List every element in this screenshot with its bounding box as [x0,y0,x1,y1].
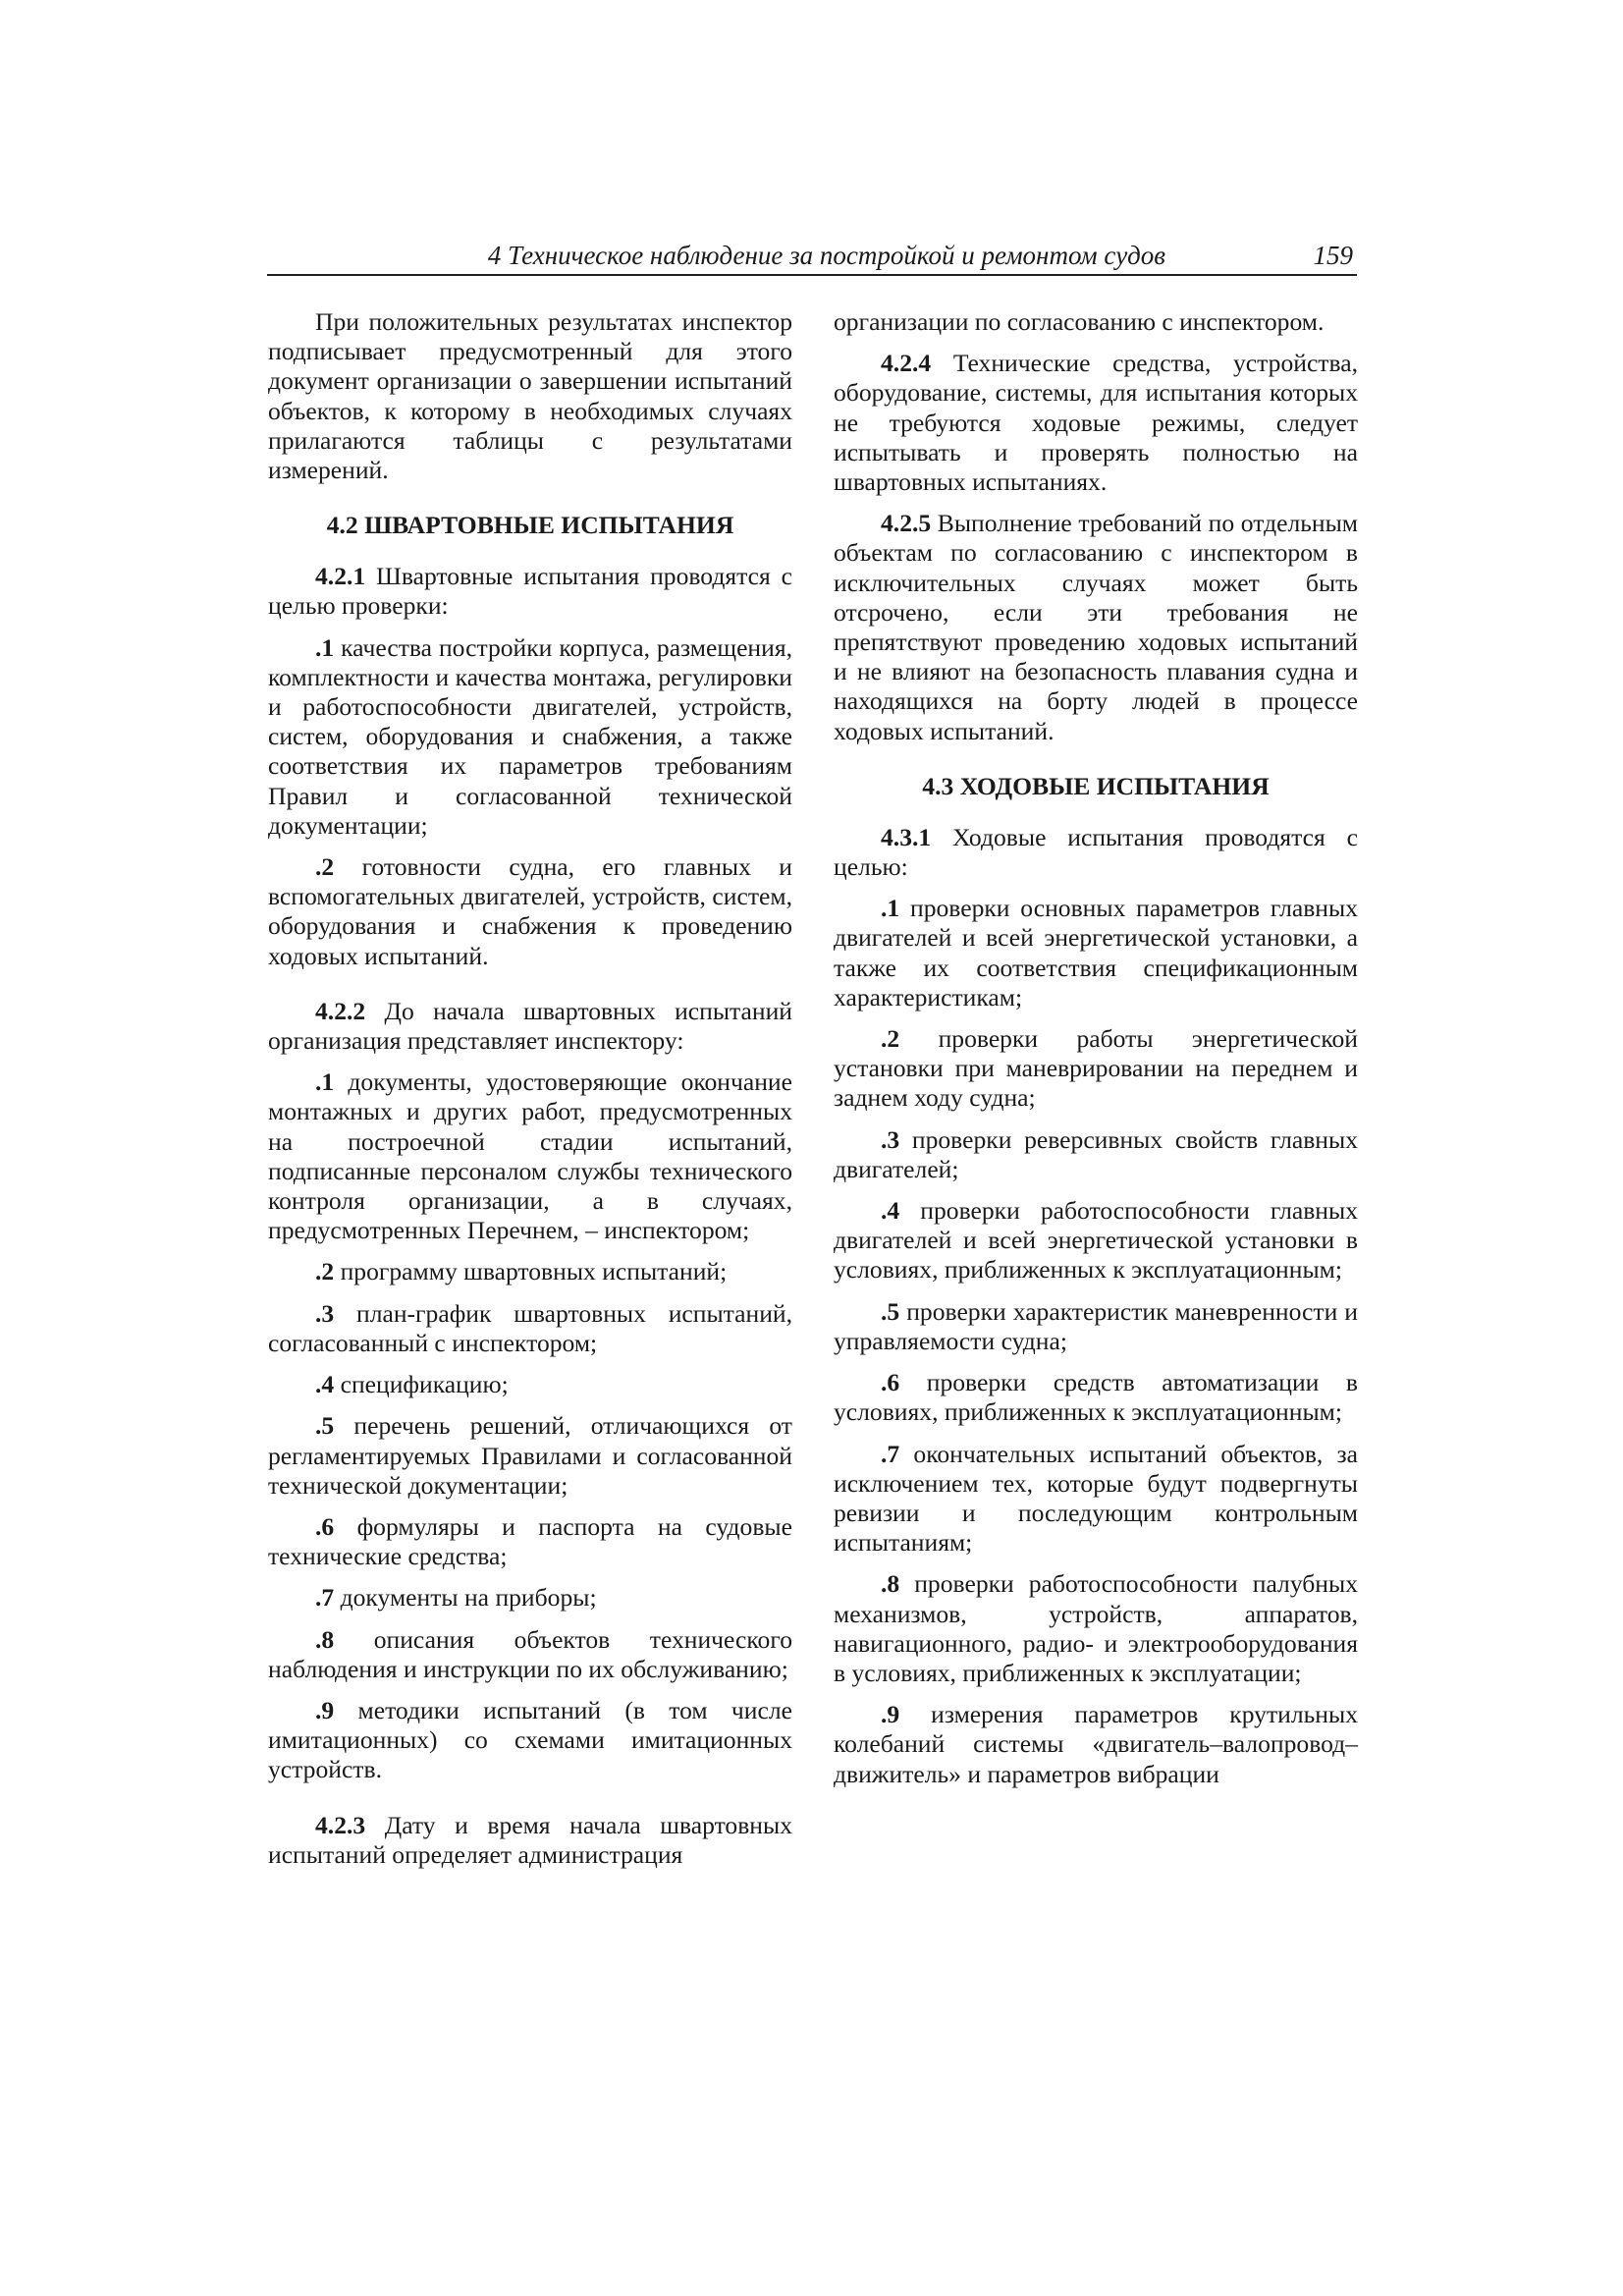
item-number: .1 [881,894,900,923]
item-number: .3 [315,1298,335,1328]
clause-4-2-3 [268,1811,792,1870]
item-text: проверки работы энергетической установки при маневрировании на переднем и заднем ходу судна; [834,1024,1358,1113]
item-text: готовности судна, его главных и вспомогательных двигателей, устройств, систем, оборудования и снабжения к проведению ходовых испытаний. [268,852,792,970]
item-number: .5 [315,1411,335,1441]
item-text: методики испытаний (в том числе имитационных) со схемами имитационных устройств. [268,1695,792,1784]
list-item [268,1299,792,1358]
item-text: программу швартовных испытаний; [334,1257,728,1286]
list-item [268,1696,792,1785]
item-text: проверки работоспособности палубных механизмов, устройств, аппаратов, навигационного, радио- и электрооборудования в условиях, приближенных к эксплуатации; [834,1569,1358,1687]
clause-4-2-5 [834,509,1358,746]
clause-4-3-1 [834,823,1358,882]
item-text: качества постройки корпуса, размещения, комплектности и качества монтажа, регулировки и работоспособности двигателей, устройств, систем, оборудования и снабжения, а также соответствия их параметров требованиям Правил и согласованной технической документации; [268,632,792,840]
item-number: .4 [315,1370,335,1399]
item-number: .6 [315,1511,335,1541]
item-number: .9 [315,1695,335,1724]
item-text: проверки работоспособности главных двигателей и всей энергетической установки в условиях, приближенных к эксплуатационным; [834,1196,1358,1285]
list-item [834,894,1358,1012]
page-header [267,239,1357,276]
list-item [834,1297,1358,1356]
page-number: 159 [1313,241,1353,270]
list-item [834,1440,1358,1558]
clause-number: 4.2.1 [315,562,366,591]
clause-text: До начала швартовных испытаний организация представляет инспектору: [268,996,792,1056]
item-text: документы, удостоверяющие окончание монтажных и других работ, предусмотренных на построечной стадии испытаний, подписанные персоналом службы технического контроля организации, а в случаях, предусмотренных Перечнем, – инспектором; [268,1067,792,1245]
item-number: .7 [315,1583,335,1613]
clause-number: 4.3.1 [881,822,932,851]
list-item [268,1512,792,1571]
clause-text: Ходовые испытания проводятся с целью: [834,822,1358,882]
item-number: .9 [881,1700,900,1729]
item-number: .2 [315,852,335,882]
list-item [268,1625,792,1684]
item-text: проверки реверсивных свойств главных двигателей; [834,1124,1358,1183]
list-item [268,1411,792,1501]
item-text: проверки характеристик маневренности и управляемости судна; [834,1296,1358,1355]
item-text: документы на приборы; [334,1583,597,1613]
item-text: описания объектов технического наблюдения и инструкции по их обслуживанию; [268,1624,792,1683]
item-number: .7 [881,1439,900,1468]
item-text: план-график швартовных испытаний, согласованный с инспектором; [268,1298,792,1357]
item-text: измерения параметров крутильных колебаний системы «двигатель–валопровод–движитель» и параметров вибрации [834,1700,1358,1788]
item-number: .1 [315,632,335,662]
item-text: перечень решений, отличающихся от регламентируемых Правилами и согласованной технической документации; [268,1411,792,1500]
list-item [268,1257,792,1286]
list-item [834,1125,1358,1184]
list-item [834,1700,1358,1789]
item-text: проверки основных параметров главных двигателей и всей энергетической установки, а также их соответствия спецификационным характеристикам; [834,894,1358,1011]
list-item [268,1067,792,1245]
clause-text: Технические средства, устройства, оборудование, системы, для испытания которых не требуются ходовые режимы, следует испытывать и проверять полностью на швартовных испытаниях. [834,349,1358,497]
clause-4-2-2 [268,997,792,1056]
clause-number: 4.2.4 [881,349,932,378]
list-item [834,1569,1358,1688]
item-text: спецификацию; [334,1370,509,1399]
item-number: .3 [881,1124,900,1154]
item-number: .5 [881,1296,900,1326]
item-number: .2 [315,1257,335,1286]
clause-text: Швартовные испытания проводятся с целью проверки: [268,562,792,621]
left-column [268,307,792,1882]
list-item [834,1368,1358,1427]
list-item [268,1583,792,1613]
heading-4-3: 4.3 ХОДОВЫЕ ИСПЫТАНИЯ [922,771,1270,800]
item-number: .4 [881,1196,900,1226]
item-number: .2 [881,1024,900,1054]
clause-4-2-1 [268,562,792,621]
paragraph-intro: При положительных результатах инспектор подписывает предусмотренный для этого документ организации о завершении испытаний объектов, к которому в необходимых случаях прилагаются таблицы с результатами измерений. [268,307,792,485]
clause-number: 4.2.5 [881,509,932,538]
item-text: окончательных испытаний объектов, за исключением тех, которые будут подвергнуты ревизии и последующим контрольным испытаниям; [834,1439,1358,1558]
item-text: проверки средств автоматизации в условиях, приближенных к эксплуатационным; [834,1368,1358,1427]
item-number: .1 [315,1067,335,1097]
right-column [834,307,1358,1801]
clause-number: 4.2.3 [315,1810,366,1839]
clause-4-2-3-continued: организации по согласованию с инспектором. [834,307,1325,336]
clause-number: 4.2.2 [315,996,366,1025]
list-item [834,1196,1358,1285]
item-text: формуляры и паспорта на судовые технические средства; [268,1511,792,1571]
item-number: .6 [881,1368,900,1397]
list-item [268,1370,792,1399]
heading-4-2: 4.2 ШВАРТОВНЫЕ ИСПЫТАНИЯ [326,511,734,540]
clause-text: Выполнение требований по отдельным объектам по согласованию с инспектором в исключительных случаях может быть отсрочено, если эти требования не препятствуют проведению ходовых испытаний и не влияют на безопасность плавания судна и находящихся на борту людей в процессе ходовых испытаний. [834,509,1358,745]
item-number: .8 [881,1569,900,1599]
list-item [834,1024,1358,1114]
clause-4-2-4 [834,349,1358,497]
running-title: 4 Техническое наблюдение за постройкой и ремонтом судов [487,241,1165,270]
list-item [268,852,792,971]
clause-text: Дату и время начала швартовных испытаний определяет администрация [268,1810,792,1869]
item-number: .8 [315,1624,335,1654]
list-item [268,633,792,841]
